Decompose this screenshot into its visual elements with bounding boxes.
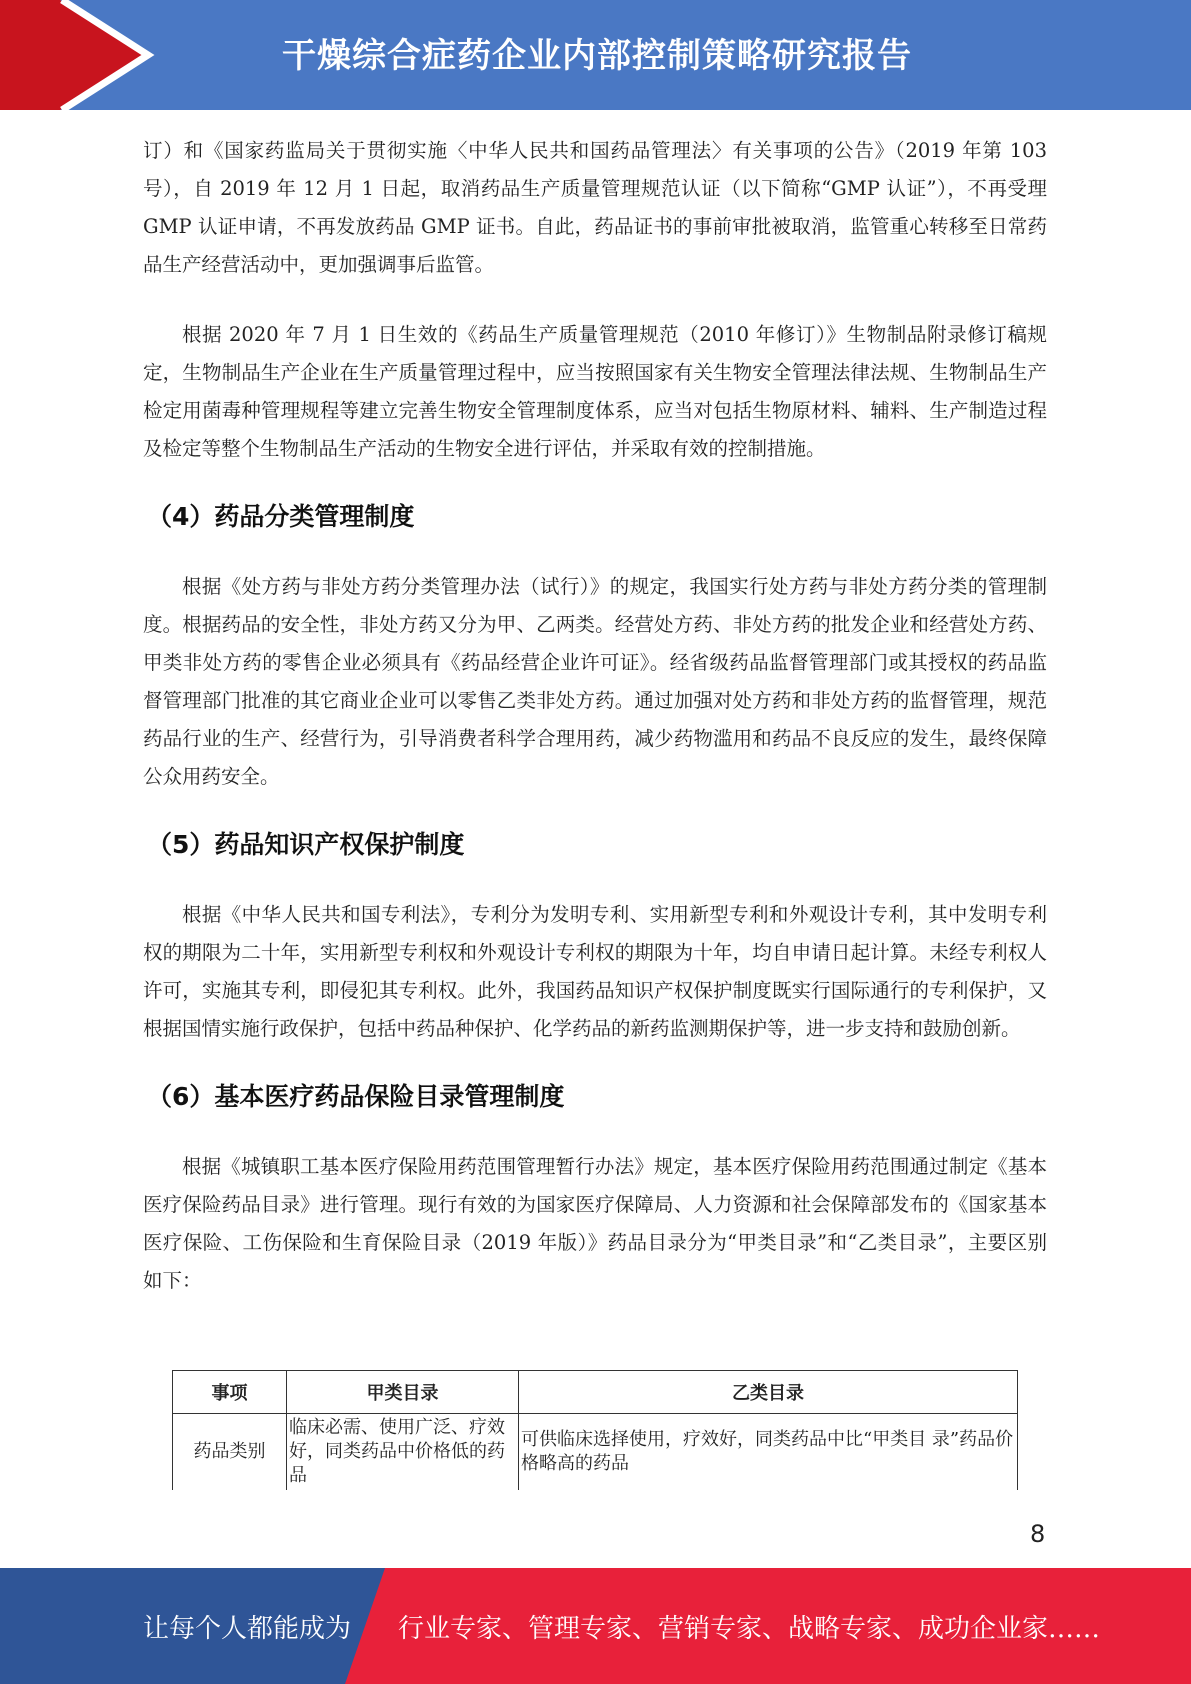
section-heading: （6）基本医疗药品保险目录管理制度 [147, 1082, 565, 1111]
page-footer [0, 1568, 1191, 1684]
table-row [173, 1414, 1018, 1491]
paragraph: 根据《处方药与非处方药分类管理办法（试行）》的规定，我国实行处方药与非处方药分类的管理制度。根据药品的安全性，非处方药又分为甲、乙两类。经营处方药、非处方药的批发企业和经营处方药、甲类非处方药的零售企业必须具有《药品经营企业许可证》。经省级药品监督管理部门或其授权的药品监督管理部门批准的其它商业企业可以零售乙类非处方药。通过加强对处方药和非处方药的监督管理，规范药品行业的生产、经营行为，引导消费者科学合理用药，减少药物滥用和药品不良反应的发生，最终保障公众用药安全。 [143, 575, 1047, 788]
table-cell: 临床必需、使用广泛、疗效好，同类药品中价格低的药品 [287, 1414, 519, 1491]
table-header-cell: 乙类目录 [519, 1371, 1018, 1414]
document-body [143, 132, 1047, 1300]
table-cell: 药品类别 [173, 1414, 287, 1491]
paragraph: 根据《中华人民共和国专利法》，专利分为发明专利、实用新型专利和外观设计专利，其中发明专利权的期限为二十年，实用新型专利权和外观设计专利权的期限为十年，均自申请日起计算。未经专利权人许可，实施其专利，即侵犯其专利权。此外，我国药品知识产权保护制度既实行国际通行的专利保护，又根据国情实施行政保护，包括中药品种保护、化学药品的新药监测期保护等，进一步支持和鼓励创新。 [143, 903, 1047, 1040]
table-header-cell: 事项 [173, 1371, 287, 1414]
comparison-table [172, 1370, 1018, 1490]
footer-slogan-left: 让每个人都能成为 [143, 1614, 352, 1644]
table-header-row [173, 1371, 1018, 1414]
page-header [0, 0, 1191, 110]
table-cell: 可供临床选择使用，疗效好，同类药品中比“甲类目 录”药品价格略高的药品 [519, 1414, 1018, 1491]
paragraph: 根据《城镇职工基本医疗保险用药范围管理暂行办法》规定，基本医疗保险用药范围通过制定《基本医疗保险药品目录》进行管理。现行有效的为国家医疗保障局、人力资源和社会保障部发布的《国家基本医疗保险、工伤保险和生育保险目录（2019 年版）》药品目录分为“甲类目录”和“乙类目录”，主要区别如下： [143, 1155, 1047, 1292]
paragraph: 根据 2020 年 7 月 1 日生效的《药品生产质量管理规范（2010 年修订）》生物制品附录修订稿规定，生物制品生产企业在生产质量管理过程中，应当按照国家有关生物安全管理法律法规、生物制品生产检定用菌毒种管理规程等建立完善生物安全管理制度体系，应当对包括生物原材料、辅料、生产制造过程及检定等整个生物制品生产活动的生物安全进行评估，并采取有效的控制措施。 [143, 323, 1047, 460]
section-heading: （4）药品分类管理制度 [147, 502, 415, 531]
paragraph: 订）和《国家药监局关于贯彻实施〈中华人民共和国药品管理法〉有关事项的公告》（2019 年第 103 号），自 2019 年 12 月 1 日起，取消药品生产质量管理规范认证（以下简称“GMP 认证”），不再受理 GMP 认证申请，不再发放药品 GMP 证书。自此，药品证书的事前审批被取消，监管重心转移至日常药品生产经营活动中，更加强调事后监管。 [143, 139, 1047, 276]
table-header-cell: 甲类目录 [287, 1371, 519, 1414]
page-number: 8 [1030, 1520, 1046, 1548]
footer-slogan-right: 行业专家、管理专家、营销专家、战略专家、成功企业家…… [398, 1614, 1101, 1644]
section-heading: （5）药品知识产权保护制度 [147, 830, 465, 859]
document-title: 干燥综合症药企业内部控制策略研究报告 [282, 36, 912, 76]
